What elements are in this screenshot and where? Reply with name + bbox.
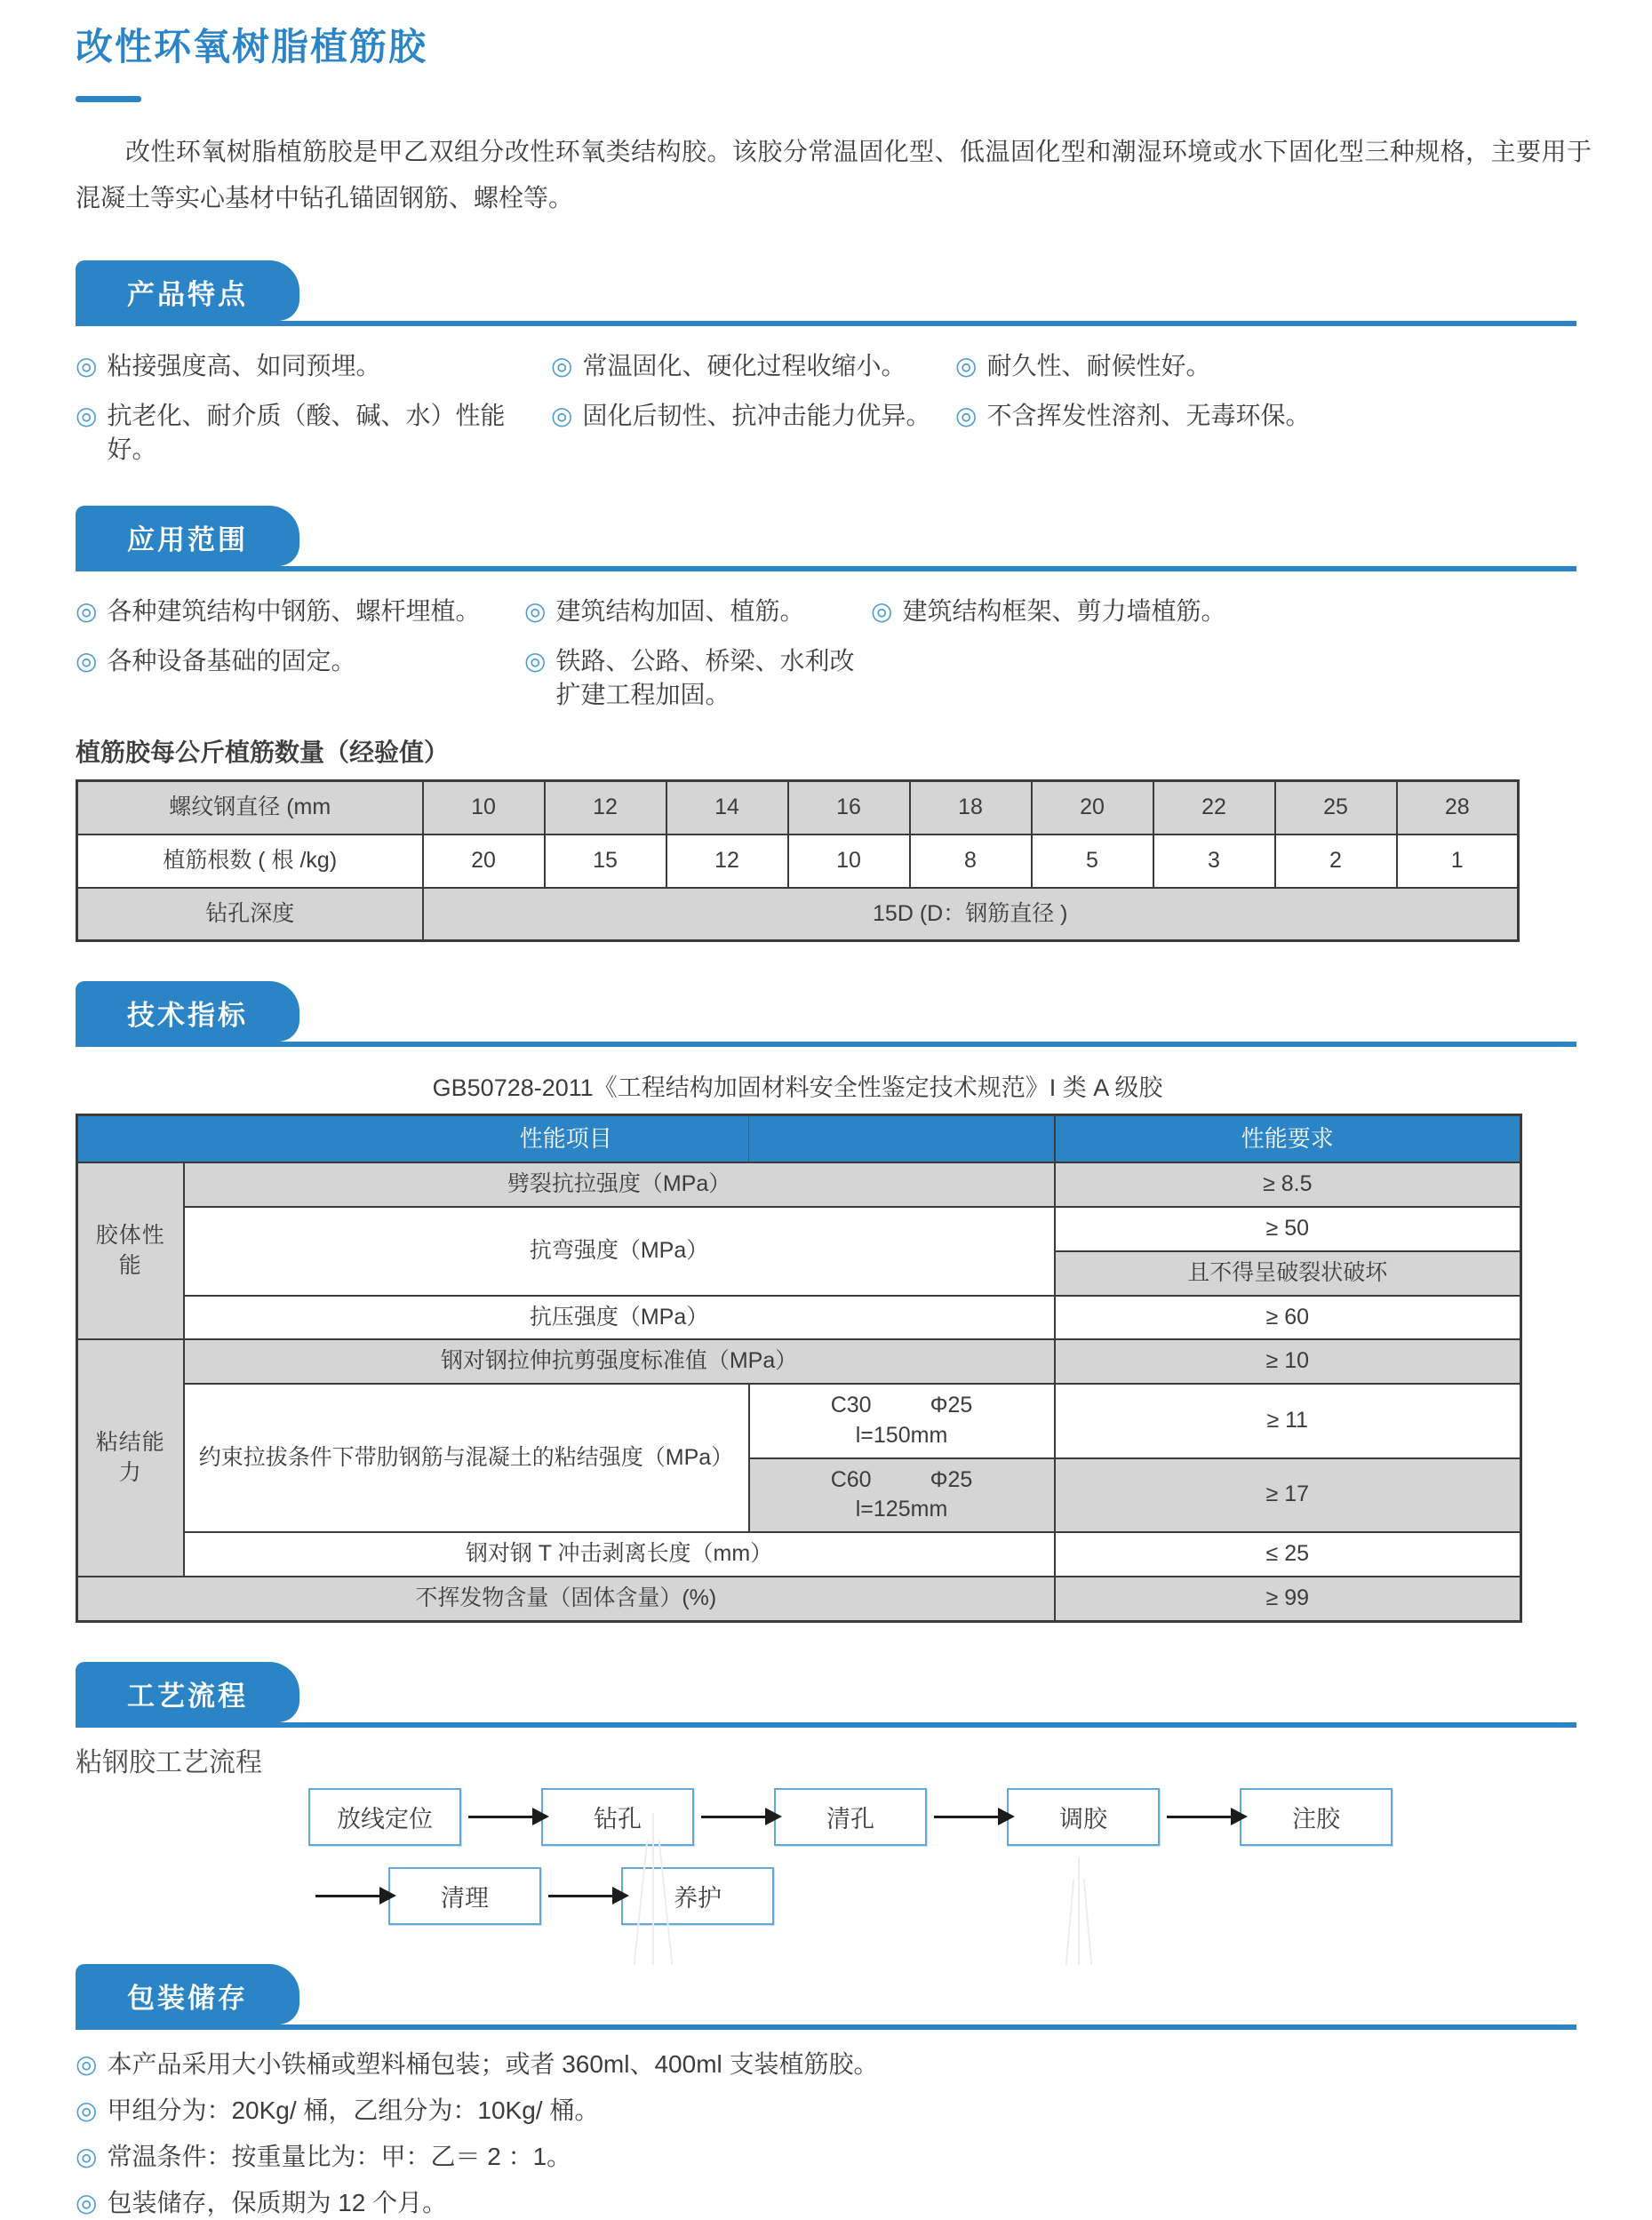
rebar-count-value: 20 (423, 834, 545, 888)
tech-table (76, 1114, 1522, 1622)
page-title: 改性环氧树脂植筋胶 (76, 26, 428, 68)
double-circle-bullet-icon: ◎ (524, 597, 547, 625)
rebar-depth-value: 15D (D：钢筋直径 ) (423, 888, 1519, 941)
double-circle-bullet-icon: ◎ (76, 352, 98, 379)
bullet-item (871, 595, 1576, 628)
double-circle-bullet-icon: ◎ (76, 2096, 98, 2124)
rebar-diameter: Φ25 (930, 1393, 973, 1418)
process-flow-row-2 (308, 1867, 1576, 1925)
double-circle-bullet-icon: ◎ (551, 402, 573, 429)
section-packaging-header (76, 1964, 1576, 2030)
flow-step-box: 调胶 (1007, 1788, 1160, 1846)
anchor-length: l=125mm (855, 1497, 948, 1522)
rebar-depth-row (77, 888, 1519, 941)
flow-step-box: 清理 (388, 1867, 541, 1925)
rebar-diameter-value: 14 (666, 781, 788, 834)
rebar-count-value: 5 (1032, 834, 1153, 888)
rebar-diameter: Φ25 (930, 1466, 973, 1492)
tech-req: ≥ 60 (1055, 1296, 1521, 1340)
tech-header-row (77, 1115, 1521, 1163)
tech-req: ≥ 8.5 (1055, 1162, 1521, 1207)
rebar-count-value: 15 (545, 834, 666, 888)
double-circle-bullet-icon: ◎ (76, 2188, 98, 2216)
intro-paragraph: 改性环氧树脂植筋胶是甲乙双组分改性环氧类结构胶。该胶分常温固化型、低温固化型和潮湿环境或水下固化型三种规格，主要用于混凝土等实心基材中钻孔锚固钢筋、螺栓等。 (76, 138, 1592, 212)
bullet-text: 包装储存，保质期为 12 个月。 (107, 2188, 448, 2216)
bullet-item (76, 2140, 1576, 2174)
tech-row-nonvolatile (77, 1577, 1521, 1621)
tech-req: ≥ 11 (1055, 1384, 1521, 1458)
double-circle-bullet-icon: ◎ (871, 597, 893, 625)
tech-row-bending (77, 1207, 1521, 1251)
tech-req: ≥ 50 (1055, 1207, 1521, 1251)
anchor-length: l=150mm (855, 1422, 948, 1448)
bullet-text: 甲组分为：20Kg/ 桶，乙组分为：10Kg/ 桶。 (107, 2096, 600, 2124)
flow-step-box: 注胶 (1240, 1788, 1393, 1846)
features-bullets (76, 349, 1576, 467)
tech-req: ≥ 17 (1055, 1458, 1521, 1533)
bullet-text: 耐久性、耐候性好。 (986, 352, 1211, 379)
double-circle-bullet-icon: ◎ (955, 402, 978, 429)
bullet-item (76, 2186, 1576, 2220)
tech-item: 抗弯强度（MPa） (184, 1207, 1055, 1296)
tech-req: ≤ 25 (1055, 1532, 1521, 1577)
rebar-count-value: 2 (1275, 834, 1397, 888)
bullet-item (76, 595, 524, 628)
tech-group-glue-performance: 胶体性能 (77, 1162, 184, 1339)
tech-row-shear (77, 1339, 1521, 1384)
section-process-header (76, 1662, 1576, 1728)
process-heading: 工艺流程 (76, 1662, 299, 1722)
bullet-item (524, 644, 871, 712)
tech-group-bonding-ability: 粘结能力 (77, 1339, 184, 1577)
rebar-count-value: 8 (910, 834, 1032, 888)
bullet-item (955, 349, 1576, 383)
double-circle-bullet-icon: ◎ (76, 647, 98, 675)
packaging-bullets (76, 2048, 1576, 2220)
tech-req: 且不得呈破裂状破坏 (1055, 1251, 1521, 1296)
bullet-text: 常温条件：按重量比为：甲：乙＝ 2 ：1。 (107, 2142, 572, 2170)
double-circle-bullet-icon: ◎ (76, 2142, 98, 2170)
bullet-text: 不含挥发性溶剂、无毒环保。 (986, 402, 1311, 429)
flow-arrow-icon (468, 1816, 534, 1818)
applications-bullets (76, 595, 1576, 712)
flow-arrow-icon (701, 1816, 767, 1818)
double-circle-bullet-icon: ◎ (76, 2049, 98, 2078)
rebar-count-row (77, 834, 1519, 888)
tech-item: 不挥发物含量（固体含量）(%) (77, 1577, 1055, 1621)
rebar-diameter-value: 16 (788, 781, 910, 834)
tech-col-item: 性能项目 (77, 1115, 1055, 1163)
tech-item: 抗压强度（MPa） (184, 1296, 1055, 1340)
bullet-text: 粘接强度高、如同预埋。 (107, 352, 381, 379)
tech-item: 劈裂抗拉强度（MPa） (184, 1162, 1055, 1207)
tech-item: 约束拉拔条件下带肋钢筋与混凝土的粘结强度（MPa） (184, 1384, 749, 1532)
bullet-item (76, 2094, 1576, 2128)
bullet-text: 建筑结构加固、植筋。 (555, 597, 805, 625)
bullet-item (76, 2048, 1576, 2081)
rebar-table-title: 植筋胶每公斤植筋数量（经验值） (76, 739, 450, 766)
rebar-diameter-value: 28 (1397, 781, 1519, 834)
rebar-count-value: 10 (788, 834, 910, 888)
tech-condition-c60 (749, 1458, 1055, 1533)
rebar-diameter-value: 12 (545, 781, 666, 834)
bullet-text: 建筑结构框架、剪力墙植筋。 (902, 597, 1226, 625)
flow-arrow-icon (548, 1895, 614, 1897)
section-features-header (76, 260, 1576, 326)
double-circle-bullet-icon: ◎ (76, 597, 98, 625)
bullet-item (76, 644, 524, 712)
bullet-text: 各种设备基础的固定。 (107, 647, 356, 675)
bullet-text: 抗老化、耐介质（酸、碱、水）性能好。 (107, 402, 506, 463)
tech-condition-c30 (749, 1384, 1055, 1458)
double-circle-bullet-icon: ◎ (76, 402, 98, 429)
process-flow-row-1 (308, 1788, 1576, 1846)
rebar-diameter-value: 22 (1153, 781, 1275, 834)
packaging-heading: 包装储存 (76, 1964, 299, 2024)
flow-step-box: 养护 (621, 1867, 774, 1925)
tech-row-split-tensile (77, 1162, 1521, 1207)
section-applications-header (76, 506, 1576, 571)
bullet-text: 各种建筑结构中钢筋、螺杆埋植。 (107, 597, 481, 625)
bullet-text: 铁路、公路、桥梁、水利改扩建工程加固。 (555, 647, 855, 708)
bullet-text: 固化后韧性、抗冲击能力优异。 (582, 402, 931, 429)
rebar-diameter-value: 20 (1032, 781, 1153, 834)
title-dash (76, 96, 141, 102)
bullet-item (524, 595, 871, 628)
tech-req: ≥ 99 (1055, 1577, 1521, 1621)
double-circle-bullet-icon: ◎ (551, 352, 573, 379)
bullet-item (76, 349, 551, 383)
page-content (76, 0, 1592, 2220)
standard-note: GB50728-2011《工程结构加固材料安全性鉴定技术规范》I 类 A 级胶 (432, 1074, 1163, 1102)
rebar-depth-label: 钻孔深度 (77, 888, 423, 941)
bullet-item (955, 399, 1576, 467)
tech-item: 钢对钢拉伸抗剪强度标准值（MPa） (184, 1339, 1055, 1384)
rebar-diameter-value: 18 (910, 781, 1032, 834)
rebar-diameter-value: 10 (423, 781, 545, 834)
bullet-item (76, 399, 551, 467)
rebar-count-label: 植筋根数 ( 根 /kg) (77, 834, 423, 888)
rebar-diameter-row (77, 781, 1519, 834)
section-tech-header (76, 981, 1576, 1047)
tech-item: 钢对钢 T 冲击剥离长度（mm） (184, 1532, 1055, 1577)
bullet-item (551, 349, 955, 383)
flow-arrow-icon (315, 1895, 381, 1897)
rebar-diameter-label: 螺纹钢直径 (mm (77, 781, 423, 834)
tech-row-peel (77, 1532, 1521, 1577)
concrete-grade: C30 (830, 1393, 872, 1418)
tech-heading: 技术指标 (76, 981, 299, 1042)
rebar-table (76, 779, 1520, 942)
tech-col-req: 性能要求 (1055, 1115, 1521, 1163)
features-heading: 产品特点 (76, 260, 299, 321)
concrete-grade: C60 (830, 1466, 872, 1492)
flow-step-box: 钻孔 (541, 1788, 694, 1846)
flow-step-box: 放线定位 (308, 1788, 461, 1846)
rebar-diameter-value: 25 (1275, 781, 1397, 834)
bullet-text: 本产品采用大小铁桶或塑料桶包装；或者 360ml、400ml 支装植筋胶。 (107, 2049, 879, 2078)
tech-row-bond-c30 (77, 1384, 1521, 1458)
rebar-count-value: 12 (666, 834, 788, 888)
flow-arrow-icon (934, 1816, 1000, 1818)
double-circle-bullet-icon: ◎ (524, 647, 547, 675)
flow-step-box: 清孔 (774, 1788, 927, 1846)
flow-arrow-icon (1167, 1816, 1233, 1818)
double-circle-bullet-icon: ◎ (955, 352, 978, 379)
rebar-count-value: 1 (1397, 834, 1519, 888)
process-flow-label: 粘钢胶工艺流程 (76, 1747, 262, 1777)
bullet-item (551, 399, 955, 467)
tech-req: ≥ 10 (1055, 1339, 1521, 1384)
applications-heading: 应用范围 (76, 506, 299, 566)
tech-row-compressive (77, 1296, 1521, 1340)
rebar-count-value: 3 (1153, 834, 1275, 888)
bullet-text: 常温固化、硬化过程收缩小。 (582, 352, 906, 379)
